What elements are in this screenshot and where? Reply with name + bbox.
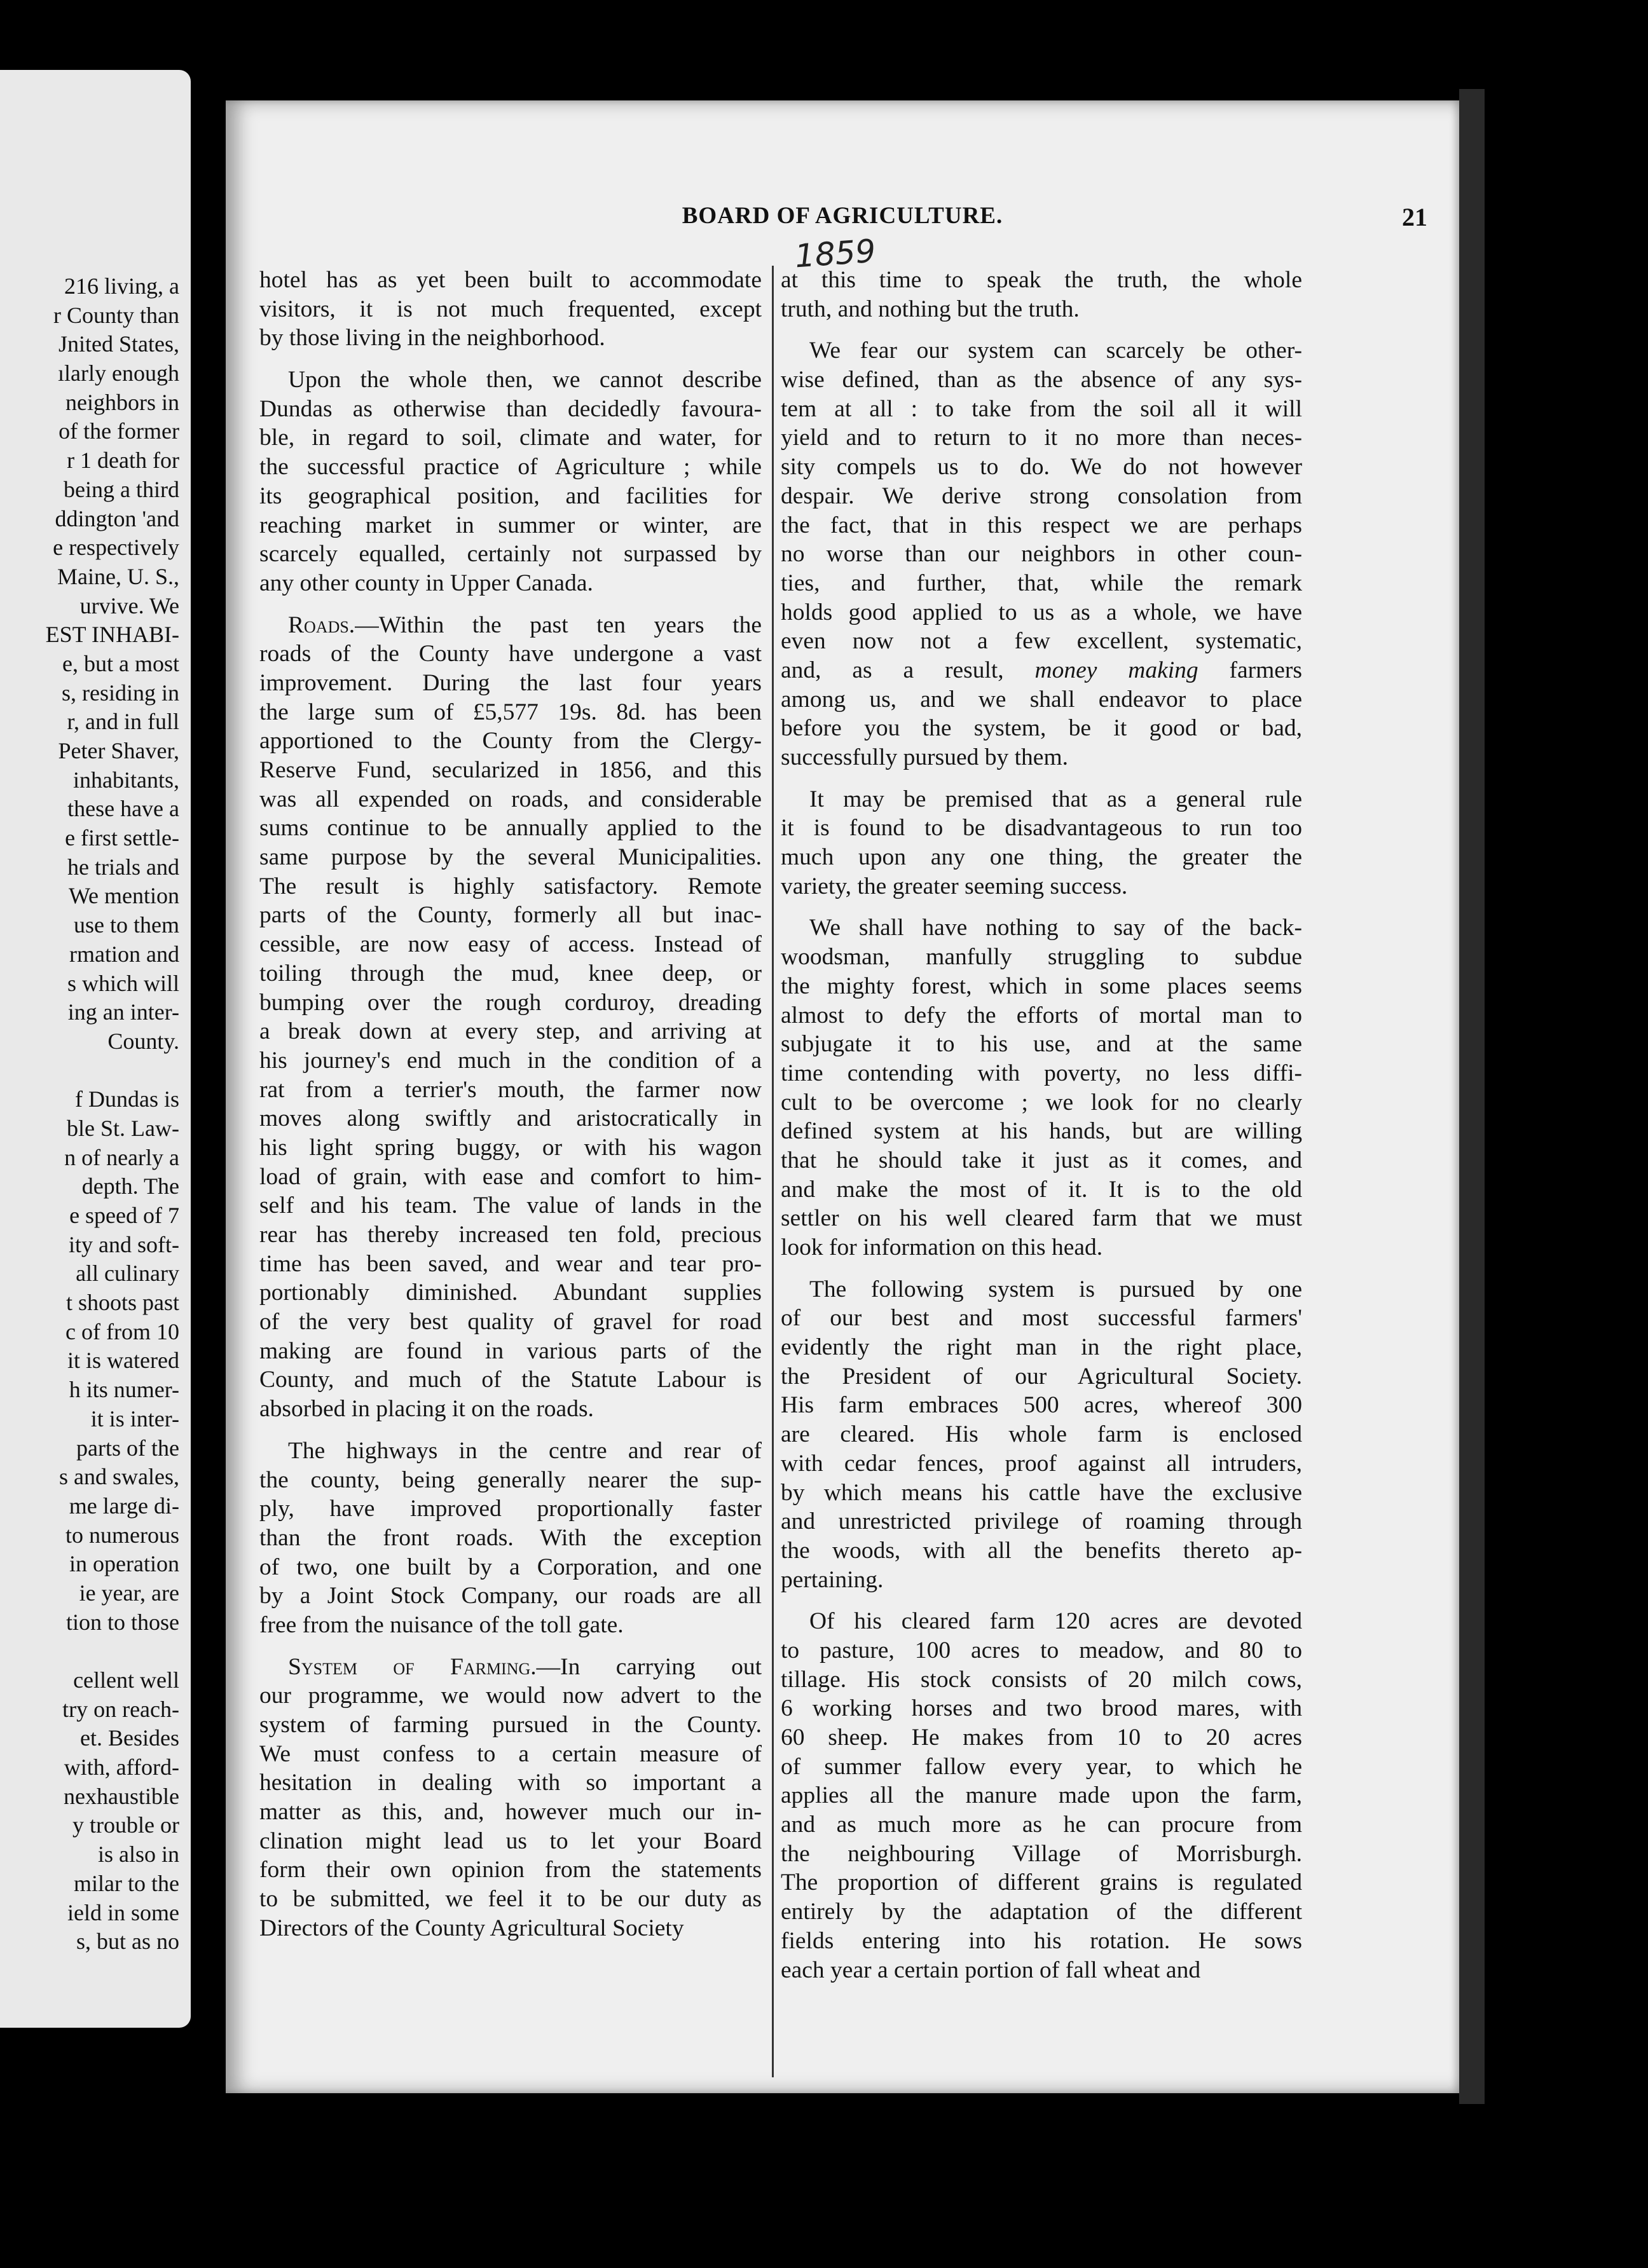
text-line: much upon any one thing, the greater the xyxy=(781,844,1302,871)
paragraph-roads xyxy=(259,611,762,1424)
previous-page-line: parts of the xyxy=(76,1435,179,1461)
paragraph-summary xyxy=(259,365,762,598)
previous-page-line: is also in xyxy=(97,1841,179,1868)
previous-page-line: Peter Shaver, xyxy=(58,738,179,763)
text-line: by a Joint Stock Company, our roads are all xyxy=(259,1583,762,1609)
text-line: entirely by the adaptation of the different xyxy=(781,1899,1302,1925)
text-line: defined system at his hands, but are willing xyxy=(781,1118,1302,1145)
previous-page-line: e first settle- xyxy=(65,825,179,851)
previous-page-line: ield in some xyxy=(67,1899,179,1925)
text-line: among us, and we shall endeavor to place xyxy=(781,686,1302,713)
text-line: than the front roads. With the exception xyxy=(259,1524,762,1551)
text-line: truth, and nothing but the truth. xyxy=(781,296,1080,322)
text-line: almost to defy the efforts of mortal man to xyxy=(781,1002,1302,1028)
text-line: It may be premised that as a general rule xyxy=(809,786,1302,812)
previous-page-line: r County than xyxy=(53,302,179,328)
text-line: rear has thereby increased ten fold, precious xyxy=(259,1222,762,1248)
text-line: before you the system, be it good or bad, xyxy=(781,715,1302,742)
italic-phrase: money making xyxy=(1034,657,1198,683)
text-line: sums continue to be annually applied to the xyxy=(259,815,762,842)
text-line: tillage. His stock consists of 20 milch cows, xyxy=(781,1666,1302,1693)
previous-page-line: neighbors in xyxy=(65,389,179,415)
text-line: the mighty forest, which in some places seems xyxy=(781,973,1302,999)
paragraph-system-of-farming xyxy=(259,1653,762,1943)
text-line: 6 working horses and two brood mares, with xyxy=(781,1695,1302,1722)
previous-page-line: me large di- xyxy=(69,1493,179,1519)
previous-page-line: being a third xyxy=(64,476,179,502)
text-line: it is found to be disadvantageous to run too xyxy=(781,815,1302,842)
text-line: the large sum of £5,577 19s. 8d. has been xyxy=(259,699,762,725)
previous-page-line: rmation and xyxy=(69,941,179,967)
text-line: the fact, that in this respect we are perhaps xyxy=(781,512,1302,538)
previous-page-line: EST INHABI- xyxy=(45,622,179,648)
text-line: time contending with poverty, no less diffi- xyxy=(781,1060,1302,1086)
text-line: look for information on this head. xyxy=(781,1234,1103,1260)
text-line: sity compels us to do. We do not however xyxy=(781,454,1302,481)
text-line: fields entering into his rotation. He sows xyxy=(781,1927,1302,1954)
previous-page-line: s and swales, xyxy=(59,1464,179,1490)
text-line: subjugate it to his use, and at the same xyxy=(781,1031,1302,1058)
text-line: his light spring buggy, or with his wagon xyxy=(259,1134,762,1161)
text-line: are cleared. His whole farm is enclosed xyxy=(781,1421,1302,1448)
previous-page-line: e, but a most xyxy=(62,650,179,676)
previous-page-line: e speed of 7 xyxy=(69,1203,179,1228)
previous-page-line: in operation xyxy=(69,1551,179,1577)
previous-page-line: r, and in full xyxy=(67,709,179,735)
text-line: The following system is pursued by one xyxy=(809,1276,1302,1302)
text-line: and unrestricted privilege of roaming through xyxy=(781,1508,1302,1535)
running-head: BOARD OF AGRICULTURE. xyxy=(682,203,1003,229)
text-line: County, and much of the Statute Labour is xyxy=(259,1367,762,1393)
previous-page-line: r 1 death for xyxy=(67,447,179,474)
previous-page-line: inhabitants, xyxy=(73,767,179,793)
text-line: roads of the County have undergone a vast xyxy=(259,641,762,667)
text-line: bumping over the rough corduroy, dreading xyxy=(259,989,762,1016)
paragraph-cleared-farm xyxy=(781,1607,1302,1984)
previous-page-line: e respectively xyxy=(53,535,179,561)
previous-page-line: Jnited States, xyxy=(58,331,179,357)
previous-page-line: et. Besides xyxy=(80,1725,179,1751)
previous-page-line: these have a xyxy=(67,796,179,822)
previous-page-text xyxy=(0,272,179,1957)
text-line: of our best and most successful farmers' xyxy=(781,1305,1302,1332)
text-line: that he should take it just as it comes, and xyxy=(781,1147,1302,1173)
text-line: and, as a result, money making farmers xyxy=(781,657,1302,683)
previous-page-line: c of from 10 xyxy=(65,1318,179,1344)
previous-page-line: of the former xyxy=(58,418,179,444)
text-line: woodsman, manfully struggling to subdue xyxy=(781,944,1302,971)
text-line: each year a certain portion of fall wheat and xyxy=(781,1957,1201,1983)
previous-page-line xyxy=(0,1637,179,1666)
text-line: wise defined, than as the absence of any sys- xyxy=(781,367,1302,393)
text-line: System of Farming.—In carrying out xyxy=(288,1653,762,1680)
text-line: making are found in various parts of the xyxy=(259,1337,762,1364)
text-line: hotel has as yet been built to accommodate xyxy=(259,267,762,293)
paragraph-truth xyxy=(781,266,1302,324)
previous-page-line: ie year, are xyxy=(79,1580,179,1606)
text-line: of summer fallow every year, to which he xyxy=(781,1753,1302,1780)
text-line: its geographical position, and facilities for xyxy=(259,482,762,509)
previous-page-line: depth. The xyxy=(81,1173,179,1199)
previous-page-line: ble St. Law- xyxy=(67,1115,179,1141)
previous-page-line: s, but as no xyxy=(76,1929,179,1955)
text-line: portionably diminished. Abundant supplies xyxy=(259,1280,762,1306)
previous-page-line: with, afford- xyxy=(64,1754,179,1780)
section-heading: Roads. xyxy=(288,611,355,638)
text-line: variety, the greater seeming success. xyxy=(781,873,1128,899)
text-line: ble, in regard to soil, climate and water, for xyxy=(259,425,762,451)
text-line: Reserve Fund, secularized in 1856, and this xyxy=(259,757,762,783)
text-line: self and his team. The value of lands in the xyxy=(259,1192,762,1219)
previous-page-line: Maine, U. S., xyxy=(57,563,179,589)
text-line: by those living in the neighborhood. xyxy=(259,325,605,352)
text-line: cessible, are now easy of access. Instead of xyxy=(259,931,762,958)
text-line: The proportion of different grains is regulated xyxy=(781,1869,1302,1896)
previous-page-line: t shoots past xyxy=(65,1290,179,1316)
text-line: The result is highly satisfactory. Remote xyxy=(259,873,762,899)
text-line: was all expended on roads, and considerable xyxy=(259,786,762,812)
previous-page-line: n of nearly a xyxy=(64,1144,179,1170)
paragraph-highways xyxy=(259,1437,762,1640)
text-line: any other county in Upper Canada. xyxy=(259,570,593,596)
text-line: our programme, we would now advert to the xyxy=(259,1683,762,1709)
text-line: improvement. During the last four years xyxy=(259,669,762,696)
previous-page-line: ity and soft- xyxy=(69,1231,179,1257)
text-line: despair. We derive strong consolation from xyxy=(781,482,1302,509)
text-line: same purpose by the several Municipalities. xyxy=(259,844,762,871)
text-line: the neighbouring Village of Morrisburgh. xyxy=(781,1840,1302,1867)
text-line: of the very best quality of gravel for road xyxy=(259,1309,762,1336)
previous-page-line: s which will xyxy=(67,970,179,996)
right-column xyxy=(781,266,1302,1997)
previous-page-line: ddington 'and xyxy=(55,505,179,531)
text-line: visitors, it is not much frequented, except xyxy=(259,296,762,322)
text-line: ply, have improved proportionally faster xyxy=(259,1496,762,1522)
text-line: pertaining. xyxy=(781,1566,884,1593)
previous-page-line: to numerous xyxy=(65,1522,179,1548)
previous-page-line: milar to the xyxy=(74,1870,179,1896)
text-line: a break down at every step, and arriving at xyxy=(259,1018,762,1045)
text-line: the county, being generally nearer the sup- xyxy=(259,1466,762,1493)
text-line: absorbed in placing it on the roads. xyxy=(259,1396,594,1423)
book-gutter xyxy=(191,0,229,2268)
column-rule xyxy=(772,266,774,2077)
paragraph-backwoodsman xyxy=(781,913,1302,1262)
previous-page-line: We mention xyxy=(68,883,179,909)
page-edge xyxy=(1459,89,1485,2104)
text-line: form their own opinion from the statements xyxy=(259,1857,762,1883)
page-number: 21 xyxy=(1402,203,1427,231)
text-line: to pasture, 100 acres to meadow, and 80 to xyxy=(781,1637,1302,1663)
text-line: no worse than our neighbors in other coun- xyxy=(781,541,1302,568)
text-line: Roads.—Within the past ten years the xyxy=(288,611,762,638)
text-line: at this time to speak the truth, the whole xyxy=(781,267,1302,293)
text-line: matter as this, and, however much our in- xyxy=(259,1799,762,1826)
previous-page-line: nexhaustible xyxy=(64,1783,179,1809)
text-line: yield and to return to it no more than neces- xyxy=(781,425,1302,451)
text-line: ties, and further, that, while the remark xyxy=(781,570,1302,596)
section-heading: System of Farming. xyxy=(288,1653,537,1680)
left-column xyxy=(259,266,762,1956)
text-line: to be submitted, we feel it to be our duty as xyxy=(259,1886,762,1913)
text-line: cult to be overcome ; we look for no clearly xyxy=(781,1089,1302,1116)
previous-page-line: use to them xyxy=(74,912,179,938)
paragraph-general-rule xyxy=(781,785,1302,901)
text-line: clination might lead us to let your Board xyxy=(259,1827,762,1854)
text-line: time has been saved, and wear and tear pro- xyxy=(259,1250,762,1277)
text-line: with cedar fences, proof against all intruders, xyxy=(781,1450,1302,1477)
handwritten-note: 1859 xyxy=(793,232,877,275)
text-line: holds good applied to us as a whole, we have xyxy=(781,599,1302,625)
previous-page-line: try on reach- xyxy=(62,1696,179,1722)
text-line: his journey's end much in the condition of a xyxy=(259,1047,762,1074)
previous-page-line: tion to those xyxy=(66,1609,179,1635)
previous-page-line: ılarly enough xyxy=(58,360,179,386)
previous-page-line: h its numer- xyxy=(69,1377,179,1403)
text-line: even now not a few excellent, systematic, xyxy=(781,628,1302,655)
text-line: parts of the County, formerly all but inac- xyxy=(259,902,762,929)
previous-page-line: y trouble or xyxy=(72,1812,179,1838)
text-line: scarcely equalled, certainly not surpassed by xyxy=(259,541,762,568)
text-line: His farm embraces 500 acres, whereof 300 xyxy=(781,1392,1302,1419)
text-line: moves along swiftly and aristocratically in xyxy=(259,1105,762,1132)
previous-page-line: it is watered xyxy=(67,1348,179,1374)
previous-page-line xyxy=(0,1056,179,1086)
text-line: reaching market in summer or winter, are xyxy=(259,512,762,538)
text-line: We shall have nothing to say of the back- xyxy=(809,915,1302,941)
previous-page-line: urvive. We xyxy=(79,592,179,618)
previous-page-line: he trials and xyxy=(67,854,179,880)
text-line: 60 sheep. He makes from 10 to 20 acres xyxy=(781,1725,1302,1751)
previous-page-line: ing an inter- xyxy=(67,999,179,1025)
text-line: the woods, with all the benefits thereto ap- xyxy=(781,1537,1302,1564)
previous-page-line: 216 living, a xyxy=(64,273,179,299)
text-line: Dundas as otherwise than decidedly favoura- xyxy=(259,395,762,422)
text-line: Of his cleared farm 120 acres are devoted xyxy=(809,1608,1302,1635)
text-line: Directors of the County Agricultural Society xyxy=(259,1915,684,1941)
text-line: the successful practice of Agriculture ; while xyxy=(259,454,762,481)
text-line: apportioned to the County from the Clergy- xyxy=(259,728,762,755)
text-line: of two, one built by a Corporation, and one xyxy=(259,1554,762,1580)
text-line: evidently the right man in the right place, xyxy=(781,1334,1302,1361)
text-line: hesitation in dealing with so important a xyxy=(259,1770,762,1796)
text-line: rat from a terrier's mouth, the farmer now xyxy=(259,1076,762,1103)
paragraph-following-system xyxy=(781,1275,1302,1595)
paragraph-hotel xyxy=(259,266,762,353)
text-line: system of farming pursued in the County. xyxy=(259,1712,762,1738)
page-21 xyxy=(226,100,1459,2093)
text-line: successfully pursued by them. xyxy=(781,744,1068,770)
text-line: toiling through the mud, knee deep, or xyxy=(259,960,762,987)
text-line: load of grain, with ease and comfort to him- xyxy=(259,1163,762,1190)
text-line: settler on his well cleared farm that we must xyxy=(781,1205,1302,1232)
text-line: free from the nuisance of the toll gate. xyxy=(259,1611,624,1638)
previous-page-line: f Dundas is xyxy=(75,1086,179,1112)
text-line: We must confess to a certain measure of xyxy=(259,1740,762,1767)
text-line: by which means his cattle have the exclusive xyxy=(781,1479,1302,1506)
text-line: tem at all : to take from the soil all it will xyxy=(781,395,1302,422)
text-line: and make the most of it. It is to the old xyxy=(781,1176,1302,1203)
text-line: and as much more as he can procure from xyxy=(781,1812,1302,1838)
text-line: We fear our system can scarcely be other- xyxy=(809,338,1302,364)
text-line: applies all the manure made upon the farm, xyxy=(781,1782,1302,1809)
previous-page-line: s, residing in xyxy=(62,680,179,706)
previous-page-line: all culinary xyxy=(76,1260,179,1287)
previous-page-line: County. xyxy=(107,1028,179,1054)
text-line: the President of our Agricultural Society. xyxy=(781,1363,1302,1390)
previous-page-line: cellent well xyxy=(73,1667,179,1693)
text-line: The highways in the centre and rear of xyxy=(288,1437,762,1464)
text-line: Upon the whole then, we cannot describe xyxy=(288,367,762,393)
previous-page xyxy=(0,70,191,2028)
paragraph-our-system xyxy=(781,336,1302,772)
previous-page-line: it is inter- xyxy=(90,1405,179,1431)
